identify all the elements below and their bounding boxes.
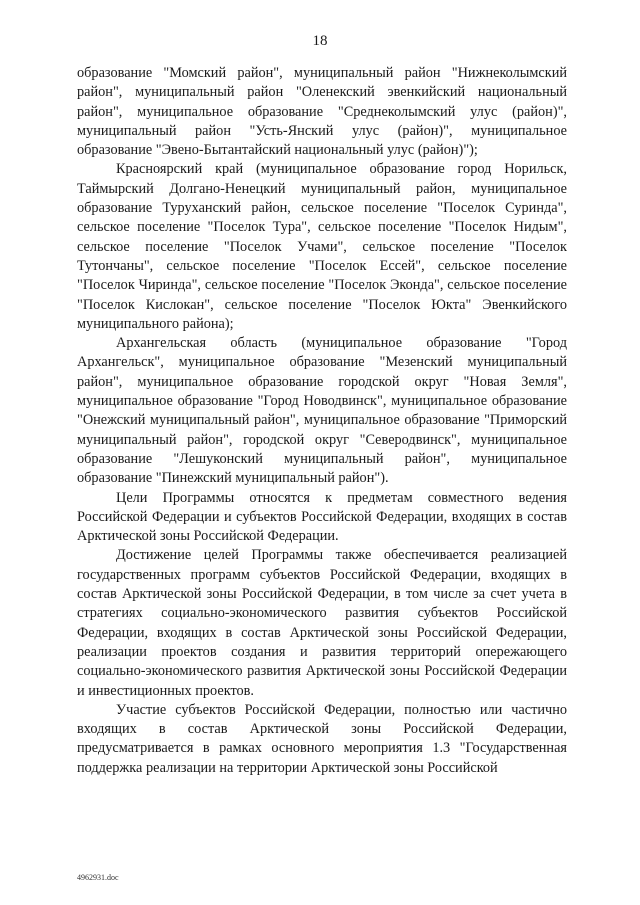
paragraph-program-goals: Цели Программы относятся к предметам совместного ведения Российской Федерации и субъектов Российской Федерации, входящих в состав Арктической зоны Российской Федерации. xyxy=(77,489,567,545)
document-body xyxy=(77,64,567,778)
page-number: 18 xyxy=(312,33,328,49)
paragraph-goal-achievement: Достижение целей Программы также обеспечивается реализацией государственных программ субъектов Российской Федерации, входящих в состав Арктической зоны Российской Федерации, в том числе за счет учета в стратегиях социально-экономического развития субъектов Российской Федерации, входящих в состав Арктической зоны Российской Федерации, реализации проектов создания и развития территорий опережающего социально-экономического развития Арктической зоны Российской Федерации и инвестиционных проектов. xyxy=(77,547,567,699)
document-file-code: 4962931.doc xyxy=(77,873,119,882)
paragraph-arkhangelsk: Архангельская область (муниципальное образование "Город Архангельск", муниципальное образование "Мезенский муниципальный район", муниципальное образование городской округ "Новая Земля", муниципальное образование "Город Новодвинск", муниципальное образование "Онежский муниципальный район", муниципальное образование "Приморский муниципальный район", городской округ "Северодвинск", муниципальное образование "Лешуконский муниципальный район", муниципальное образование "Пинежский муниципальный район"). xyxy=(77,335,567,487)
paragraph-krasnoyarsk: Красноярский край (муниципальное образование город Норильск, Таймырский Долгано-Ненецкий муниципальный район, муниципальное образование Туруханский район, сельское поселение "Поселок Суринда", сельское поселение "Поселок Тура", сельское поселение "Поселок Нидым", сельское поселение "Поселок Учами", сельское поселение "Поселок Тутончаны", сельское поселение "Поселок Ессей", сельское поселение "Поселок Чиринда", сельское поселение "Поселок Эконда", сельское поселение "Поселок Кислокан", сельское поселение "Поселок Юкта" Эвенкийского муниципального района); xyxy=(77,161,567,332)
paragraph-subject-participation: Участие субъектов Российской Федерации, полностью или частично входящих в состав Арктической зоны Российской Федерации, предусматривается в рамках основного мероприятия 1.3 "Государственная поддержка реализации на территории Арктической зоны Российской xyxy=(77,701,567,776)
paragraph-continuation-yakutia: образование "Момский район", муниципальный район "Нижнеколымский район", муниципальный район "Оленекский эвенкийский национальный район", муниципальное образование "Среднеколымский улус (район)", муниципальный район "Усть-Янский улус (район)", муниципальное образование "Эвено-Бытантайский национальный улус (район)"); xyxy=(77,65,567,159)
